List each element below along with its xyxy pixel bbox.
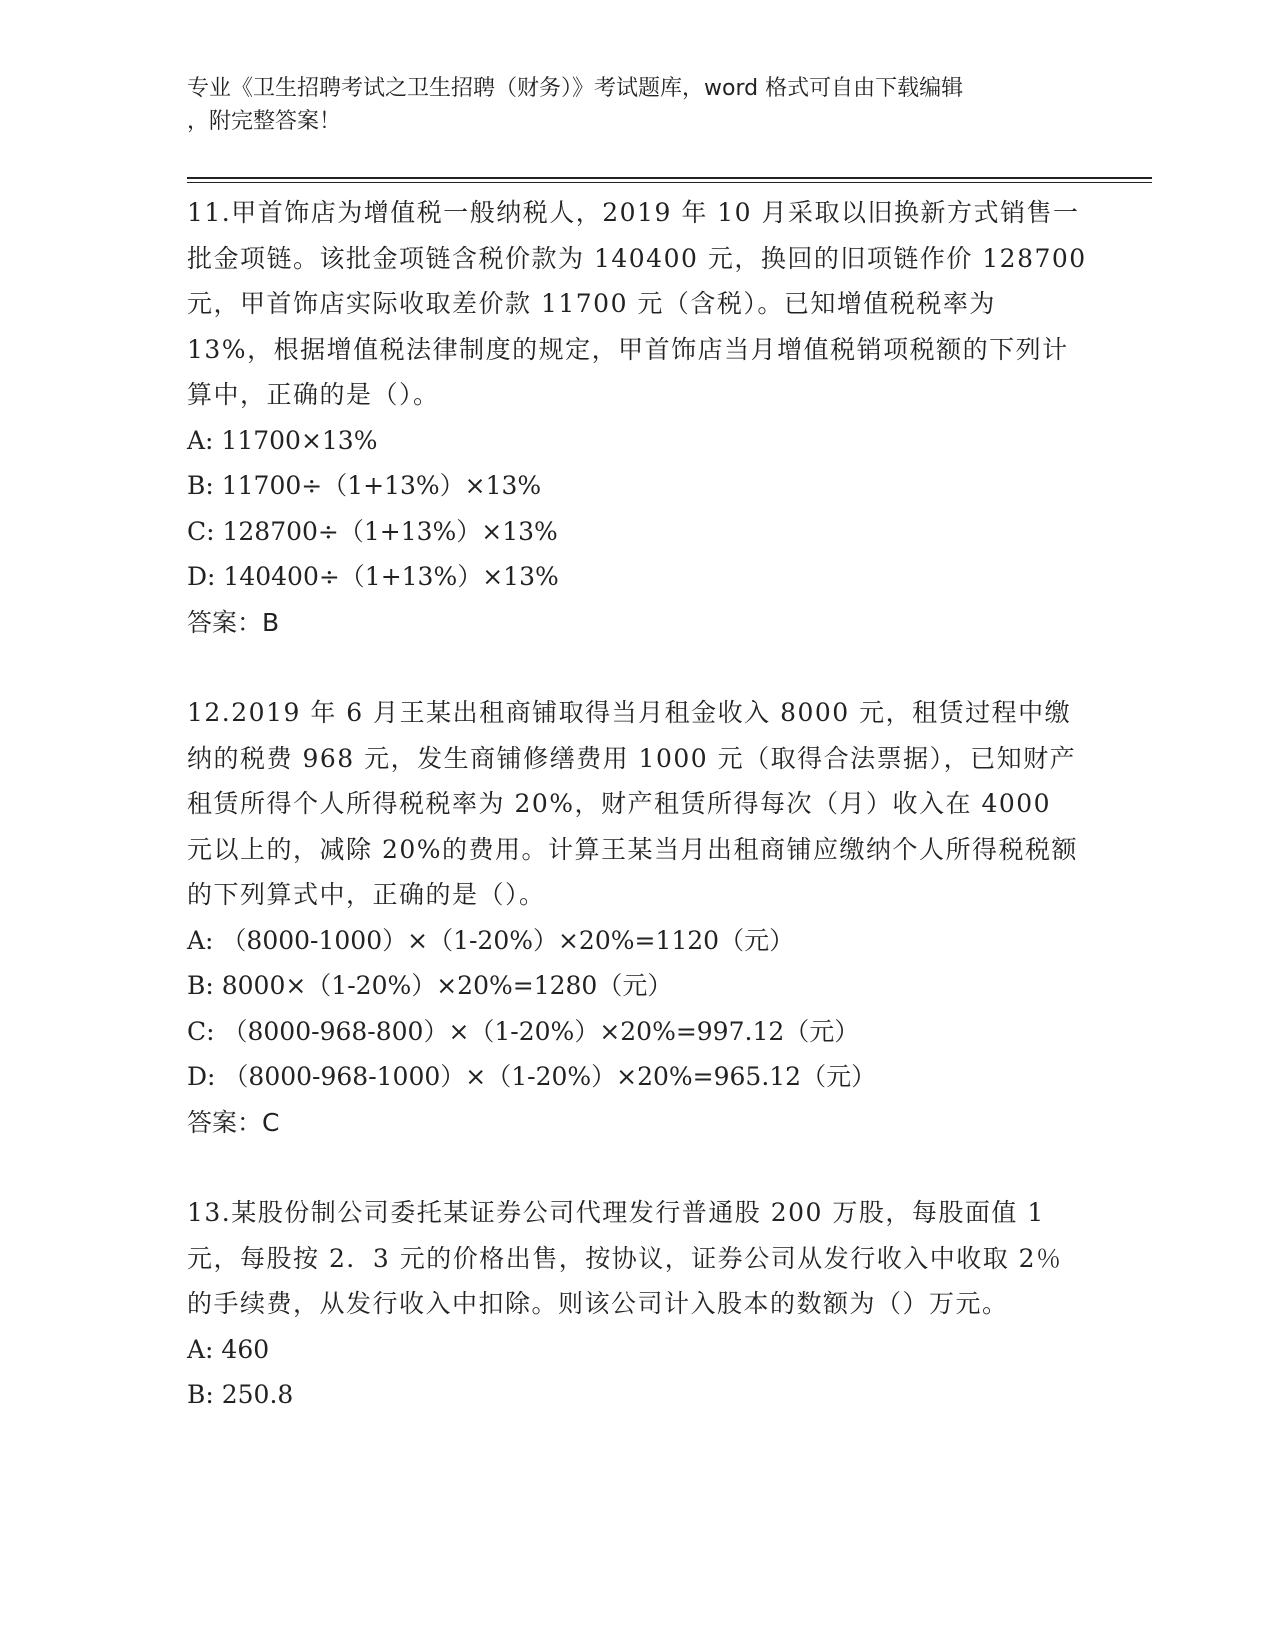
option-a: A: 11700×13% [187,425,378,455]
answer: 答案：C [187,1107,280,1137]
answer: 答案：B [187,607,280,637]
question-stem: 13.某股份制公司委托某证券公司代理发行普通股 200 万股，每股面值 1 元，每股按 2．3 元的价格出售，按协议，证券公司从发行收入中收取 2％的手续费，从发行收入中扣除。则该公司计入股本的数额为（）万元。 [187,1198,1063,1318]
question-12 [187,690,1087,1145]
option-b: B: 8000×（1-20%）×20%=1280（元） [187,971,673,1000]
question-stem: 11.甲首饰店为增值税一般纳税人，2019 年 10 月采取以旧换新方式销售一批金项链。该批金项链含税价款为 140400 元，换回的旧项链作价 128700 元，甲首饰店实际收取差价款 11700 元（含税）。已知增值税税率为 13%，根据增值税法律制度的规定，甲首饰店当月增值税销项税额的下列计算中，正确的是（）。 [187,198,1087,409]
option-a: A: （8000-1000）×（1-20%）×20%=1120（元） [187,925,795,955]
page-header [187,72,1067,138]
spacer [187,1145,1087,1190]
header-line-2: ，附完整答案！ [187,109,342,134]
option-c: C: （8000-968-800）×（1-20%）×20%=997.12（元） [187,1016,860,1046]
option-b: B: 250.8 [187,1380,294,1409]
question-list [187,190,1087,1418]
option-c: C: 128700÷（1+13%）×13% [187,516,558,546]
question-11 [187,190,1087,645]
header-divider-thin [187,182,1152,183]
option-b: B: 11700÷（1+13%）×13% [187,471,542,500]
header-divider [187,177,1152,179]
question-13 [187,1190,1087,1418]
question-stem: 12.2019 年 6 月王某出租商铺取得当月租金收入 8000 元，租赁过程中缴纳的税费 968 元，发生商铺修缮费用 1000 元（取得合法票据），已知财产租赁所得个人所得税税率为 20%，财产租赁所得每次（月）收入在 4000 元以上的，减除 20%的费用。计算王某当月出租商铺应缴纳个人所得税税额的下列算式中，正确的是（）。 [187,698,1079,909]
option-d: D: （8000-968-1000）×（1-20%）×20%=965.12（元） [187,1062,877,1091]
spacer [187,645,1087,690]
option-d: D: 140400÷（1+13%）×13% [187,562,559,591]
header-line-1: 专业《卫生招聘考试之卫生招聘（财务）》考试题库，word 格式可自由下载编辑 [187,76,964,101]
option-a: A: 460 [187,1334,270,1364]
